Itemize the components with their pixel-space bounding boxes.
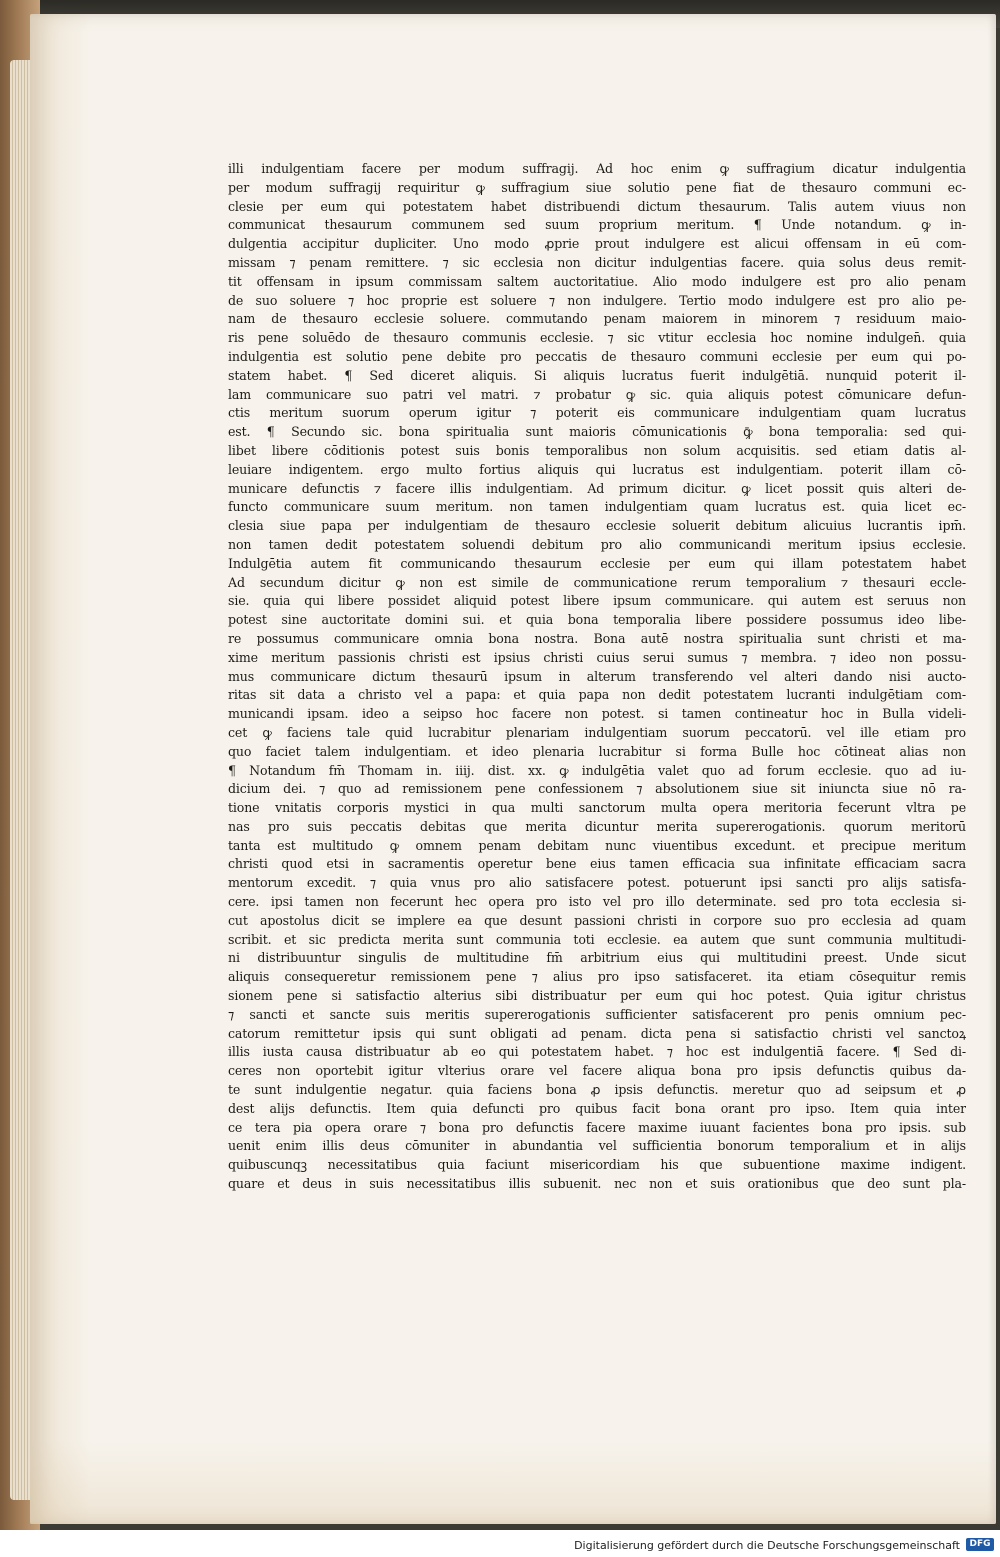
text-line: illis iusta causa distribuatur ab eo qui potestatem habet. ⁊ hoc est indulgentiā facere. ¶ Sed di- <box>228 1044 966 1060</box>
text-line: dulgentia accipitur dupliciter. Uno modo ꝓprie prout indulgere est alicui offensam in eū com- <box>228 236 966 252</box>
text-line: clesia siue papa per indulgentiam de thesauro ecclesie soluerit debitum alicuius lucrantis ipm̄. <box>228 518 966 534</box>
text-line: libet libere cōditionis potest suis bonis temporalibus non solum acquisitis. sed etiam datis al- <box>228 442 966 458</box>
text-line: leuiare indigentem. ergo multo fortius aliquis qui lucratus est indulgentiam. poterit illam cō- <box>228 461 966 477</box>
text-line: indulgentia est solutio pene debite pro peccatis de thesauro communi ecclesie per eum qui po- <box>228 348 966 364</box>
text-line: ni distribuuntur singulis de multitudine fm̄ arbitrium eius qui multitudini preest. Unde sicut <box>228 950 966 966</box>
text-line: nas pro suis peccatis debitas que merita dicuntur merita supererogationis. quorum meritorū <box>228 818 966 834</box>
text-line: statem habet. ¶ Sed diceret aliquis. Si aliquis lucratus fuerit indulgētiā. nunquid poterit il- <box>228 367 966 383</box>
text-line: de suo soluere ⁊ hoc proprie est soluere ⁊ non indulgere. Tertio modo indulgere est pro alio pe- <box>228 292 966 308</box>
text-line: uenit enim illis deus cōmuniter in abundantia vel sufficientia bonorum temporalium et in alijs <box>228 1138 966 1154</box>
text-line: functo communicare suum meritum. non tamen indulgentiam quam lucratus est. quia licet ec- <box>228 499 966 515</box>
text-line: potest sine auctoritate domini sui. et quia bona temporalia libere possidere possumus ideo libe- <box>228 612 966 628</box>
text-line: re possumus communicare omnia bona nostra. Bona autē nostra spiritualia sunt christi et ma- <box>228 630 966 646</box>
text-line: xime meritum passionis christi est ipsius christi cuius serui sumus ⁊ membra. ⁊ ideo non possu- <box>228 649 966 665</box>
text-line: dest alijs defunctis. Item quia defuncti pro quibus facit bona orant pro ipso. Item quia inter <box>228 1100 966 1116</box>
dfg-logo[interactable]: DFG <box>966 1538 994 1551</box>
text-line: christi quod etsi in sacramentis operetur bene eius tamen efficacia sua infinitate efficaciam sacra <box>228 856 966 872</box>
text-line: ceres non oportebit igitur vlterius orare vel facere aliqua bona pro ipsis defunctis quibus da- <box>228 1063 966 1079</box>
text-line: ctis meritum suorum operum igitur ⁊ poterit eis communicare indulgentiam quam lucratus <box>228 405 966 421</box>
text-line: quibuscunqꝫ necessitatibus quia faciunt misericordiam his que subuentione maxime indigent. <box>228 1157 966 1173</box>
funding-notice: Digitalisierung gefördert durch die Deutsche Forschungsgemeinschaft <box>574 1539 960 1552</box>
text-line: clesie per eum qui potestatem habet distribuendi dictum thesaurum. Talis autem viuus non <box>228 198 966 214</box>
text-line: lam communicare suo patri vel matri. ⁊ probatur ꝙ sic. quia aliquis potest cōmunicare defun- <box>228 386 966 402</box>
text-line: mus communicare dictum thesaurū ipsum in alterum transferendo vel alteri dando nisi aucto- <box>228 668 966 684</box>
text-line: scribit. et sic predicta merita sunt communia toti ecclesie. ea autem que sunt communia multitudi- <box>228 931 966 947</box>
text-line: te sunt indulgentie negatur. quia faciens bona ꝓ ipsis defunctis. meretur quo ad seipsum et ꝓ <box>228 1082 966 1098</box>
text-line: mentorum excedit. ⁊ quia vnus pro alio satisfacere potest. potuerunt ipsi sancti pro alijs satisfa- <box>228 875 966 891</box>
text-block <box>228 160 966 1194</box>
text-line: ¶ Notandum fm̄ Thomam in. iiij. dist. xx. ꝙ indulgētia valet quo ad forum ecclesie. quo ad iu- <box>228 762 966 778</box>
text-line: tit offensam in ipsum commissam saltem auctoritatiue. Alio modo indulgere est pro alio penam <box>228 273 966 289</box>
text-line: sionem pene si satisfactio alterius sibi distribuatur per eum qui hoc potest. Quia igitur christus <box>228 988 966 1004</box>
text-line: cet ꝙ faciens tale quid lucrabitur plenariam indulgentiam suorum peccatorū. vel ille etiam pro <box>228 724 966 740</box>
text-line: tione vnitatis corporis mystici in qua multi sanctorum multa opera meritoria fecerunt vltra pe <box>228 800 966 816</box>
text-line: ris pene soluēdo de thesauro communis ecclesie. ⁊ sic vtitur ecclesia hoc nomine indulgen̄. quia <box>228 330 966 346</box>
text-line: ⁊ sancti et sancte suis meritis supererogationis sufficienter satisfacerent pro penis omnium pec- <box>228 1006 966 1022</box>
text-line: dicium dei. ⁊ quo ad remissionem pene confessionem ⁊ absolutionem siue sit iniuncta siue nō ra- <box>228 781 966 797</box>
text-line: est. ¶ Secundo sic. bona spiritualia sunt maioris cōmunicationis ꝙ̄ bona temporalia: sed qui- <box>228 424 966 440</box>
text-line: catorum remittetur ipsis qui sunt obligati ad penam. dicta pena si satisfactio christi vel sanctoꝝ <box>228 1025 966 1041</box>
text-line: missam ⁊ penam remittere. ⁊ sic ecclesia non dicitur indulgentias facere. quia solus deus remit- <box>228 254 966 270</box>
footer-bar <box>0 1530 1000 1557</box>
text-line: communicat thesaurum communem sed suum proprium meritum. ¶ Unde notandum. ꝙ in- <box>228 217 966 233</box>
text-line: cere. ipsi tamen non fecerunt hec opera pro isto vel pro illo determinate. sed pro tota ecclesia si- <box>228 894 966 910</box>
text-line: Indulgētia autem fit communicando thesaurum ecclesie per eum qui illam potestatem habet <box>228 555 966 571</box>
text-line: municare defunctis ⁊ facere illis indulgentiam. Ad primum dicitur. ꝙ licet possit quis alteri de- <box>228 480 966 496</box>
text-line: quo faciet talem indulgentiam. et ideo plenaria lucrabitur si forma Bulle hoc cōtineat alias non <box>228 743 966 759</box>
text-line: quare et deus in suis necessitatibus illis subuenit. nec non et suis orationibus que deo sunt pla- <box>228 1176 966 1192</box>
text-line: sie. quia qui libere possidet aliquid potest libere ipsum communicare. qui autem est seruus non <box>228 593 966 609</box>
text-line: municandi ipsam. ideo a seipso hoc facere non potest. si tamen contineatur hoc in Bulla videli- <box>228 706 966 722</box>
text-line: per modum suffragij requiritur ꝙ suffragium siue solutio pene fiat de thesauro communi ec- <box>228 179 966 195</box>
text-line: cut apostolus dicit se implere ea que desunt passioni christi in corpore suo pro ecclesia ad quam <box>228 912 966 928</box>
text-line: nam de thesauro ecclesie soluere. commutando penam maiorem in minorem ⁊ residuum maio- <box>228 311 966 327</box>
text-line: Ad secundum dicitur ꝙ non est simile de communicatione rerum temporalium ⁊ thesauri eccle- <box>228 574 966 590</box>
text-line: ritas sit data a christo vel a papa: et quia papa non dedit potestatem lucranti indulgētiam com- <box>228 687 966 703</box>
text-line: aliquis consequeretur remissionem pene ⁊ alius pro ipso satisfaceret. ita etiam cōsequitur remis <box>228 969 966 985</box>
text-line: ce tera pia opera orare ⁊ bona pro defunctis facere maxime iuuant facientes bona pro ipsis. sub <box>228 1119 966 1135</box>
text-line: illi indulgentiam facere per modum suffragij. Ad hoc enim ꝙ suffragium dicatur indulgentia <box>228 161 966 176</box>
text-line: tanta est multitudo ꝙ omnem penam debitam nunc viuentibus excedunt. et precipue meritum <box>228 837 966 853</box>
text-line: non tamen dedit potestatem soluendi debitum pro alio communicandi meritum ipsius ecclesie. <box>228 536 966 552</box>
